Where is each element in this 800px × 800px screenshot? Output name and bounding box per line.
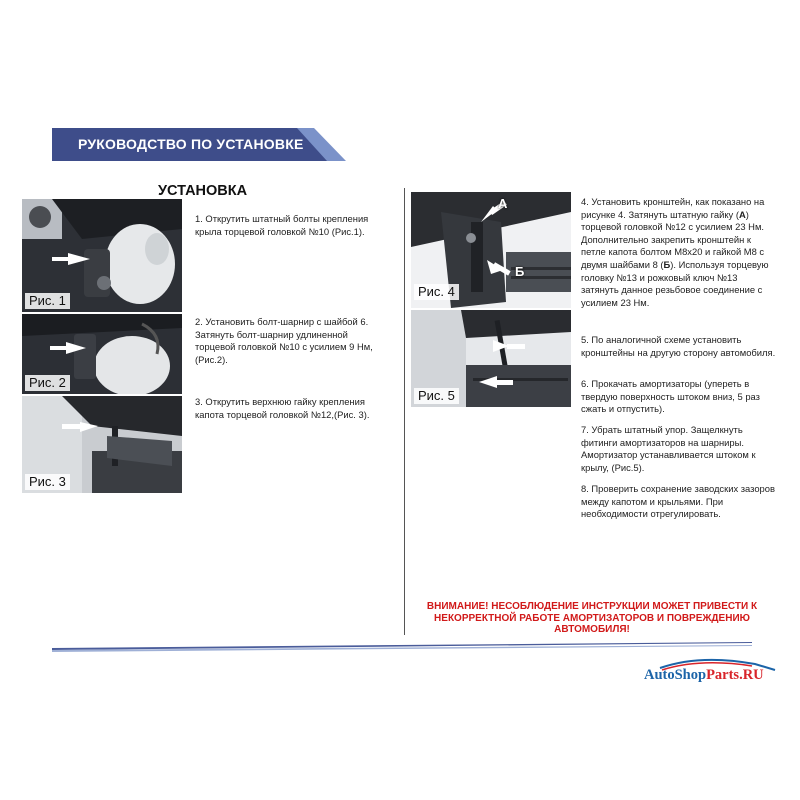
column-divider — [404, 188, 405, 635]
figure-3 — [22, 396, 182, 493]
figure-4 — [411, 192, 571, 308]
figure-3-label: Рис. 3 — [25, 474, 70, 490]
warning-line-3: АВТОМОБИЛЯ! — [554, 624, 630, 635]
step-5: 5. По аналогичной схеме установить кронштейны на другую сторону автомобиля. — [581, 334, 776, 358]
step-3: 3. Открутить верхнюю гайку крепления капота торцевой головкой №12,(Рис. 3). — [195, 396, 370, 420]
step-8: 8. Проверить сохранение заводских зазоров между капотом и крыльями. При необходимости отрегулировать. — [581, 483, 775, 520]
figure-2 — [22, 314, 182, 394]
step-2: 2. Установить болт-шарнир с шайбой 6. Затянуть болт-шарнир удлиненной торцевой головкой №10 с усилием 9 Нм, (Рис.2). — [195, 316, 373, 365]
marker-b: Б — [515, 264, 525, 279]
header-banner — [52, 128, 352, 161]
page-title: РУКОВОДСТВО ПО УСТАНОВКЕ — [78, 136, 304, 152]
figure-4-label: Рис. 4 — [414, 284, 459, 300]
step-4-mark-b: Б — [663, 258, 671, 270]
warning-text — [412, 601, 772, 636]
step-4-mark-a: А — [738, 208, 746, 220]
warning-line-2: НЕКОРРЕКТНОЙ РАБОТЕ АМОРТИЗАТОРОВ И ПОВРЕЖДЕНИЮ — [434, 612, 750, 624]
step-4-part1: 4. Установить кронштейн, как показано на рисунке 4. Затянуть штатную гайку ( — [581, 196, 765, 220]
figure-2-label: Рис. 2 — [25, 375, 70, 391]
step-1: 1. Открутить штатный болты крепления крыла торцевой головкой №10 (Рис.1). — [195, 213, 369, 237]
step-7: 7. Убрать штатный упор. Защелкнуть фитинги амортизаторов на шарниры. Амортизатор устанавливается штоком к крылу, (Рис.5). — [581, 424, 756, 473]
step-4-part3: ). Используя торцевую головку №13 и рожковый ключ №13 затянуть данное резьбовое соединение с усилием 23 Нм. — [581, 258, 769, 308]
marker-a: А — [498, 196, 508, 211]
step-6: 6. Прокачать амортизаторы (упереть в твердую поверхность штоком вниз, 5 раз сжать и отпустить). — [581, 378, 760, 415]
logo-text — [644, 667, 764, 684]
logo-text-red: Parts.RU — [706, 667, 764, 683]
footer-stripes — [52, 640, 752, 654]
figure-1-label: Рис. 1 — [25, 293, 70, 309]
logo-text-blue: AutoShop — [644, 667, 707, 683]
warning-line-1: ВНИМАНИЕ! НЕСОБЛЮДЕНИЕ ИНСТРУКЦИИ МОЖЕТ ПРИВЕСТИ К — [426, 601, 758, 612]
step-4-part2: ) торцевой головкой №12 с усилием 23 Нм. Дополнительно закрепить кронштейн к петле капота болтом М8х20 и гайкой М8 с двумя шайбами 8 ( — [581, 208, 765, 270]
figure-5-label: Рис. 5 — [414, 388, 459, 404]
step-4 — [581, 196, 777, 309]
figure-5 — [411, 310, 571, 407]
figure-1 — [22, 199, 182, 312]
autoshopparts-logo — [640, 656, 790, 696]
section-title: УСТАНОВКА — [158, 183, 248, 199]
